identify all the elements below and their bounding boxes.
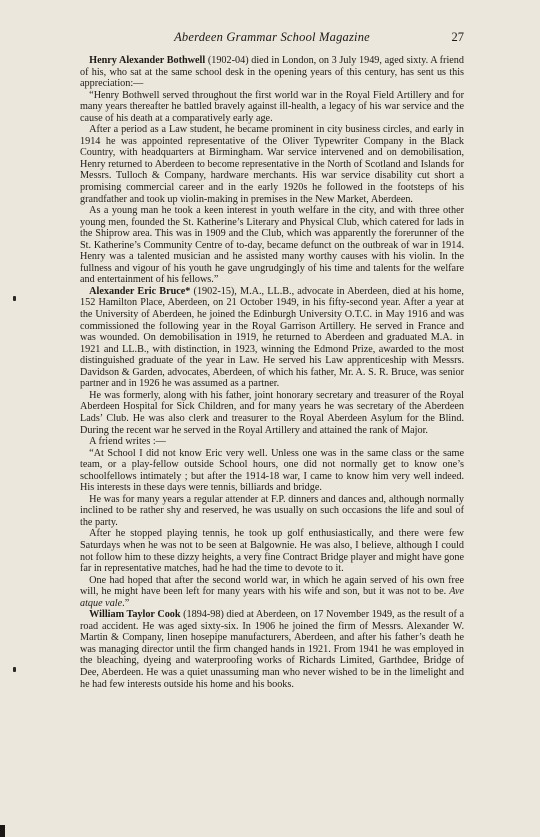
paragraph: He was formerly, along with his father, joint honorary secretary and treasurer of the Royal Aberdeen Hospital for Sick Children, and for many years he was secretary of the Aberdeen Lads’ Club. He was also clerk and treasurer to the Royal Aberdeen Asylum for the Blind. During the recent war he served in the Royal Artillery and attained the rank of Major. xyxy=(80,389,464,436)
page-number: 27 xyxy=(451,30,464,44)
paragraph-text: One had hoped that after the second world war, in which he again served of his own free will, he might have been left for many years with his wife and son, but it was not to be. xyxy=(80,574,464,598)
paragraph: He was for many years a regular attender at F.P. dinners and dances and, although normally inclined to be rather shy and reserved, he was usually on such occasions the life and soul of the party. xyxy=(80,493,464,528)
obituary-name: William Taylor Cook xyxy=(89,609,181,621)
paragraph-text: (1902-15), M.A., LL.B., advocate in Aberdeen, died at his home, 152 Hamilton Place, Aberdeen, on 21 October 1949, in his fifty-second year. After a year at the University of Aberdeen, he joined the Edinburgh University O.T.C. in May 1916 and was commissioned the following year in the Royal Garrison Artillery. He served in France and was wounded. On demobilisation in 1919, he returned to Aberdeen and graduated M.A. in 1921 and LL.B., with distinction, in 1923, winning the Edmond Prize, awarded to the most distinguished graduate of the year in Law. He served his Law apprenticeship with Messrs. Davidson & Garden, advocates, Aberdeen, of which his father, Mr. A. S. R. Bruce, was senior partner and in 1926 he was assumed as a partner. xyxy=(80,285,464,390)
paragraph: After a period as a Law student, he became prominent in city business circles, and early in 1914 he was appointed representative of the Oliver Typewriter Company in the Black Country, with headquarters at Birmingham. War service intervened and on demobilisation, Henry returned to Aberdeen to become representative in the North of Scotland and Islands for Messrs. Tulloch & Company, hardware merchants. His war service disability cut short a promising commercial career and in the early 1920s he followed in the footsteps of his grandfather and took up violin-making in premises in the New Market, Aberdeen. xyxy=(80,124,464,205)
running-head: Aberdeen Grammar School Magazine xyxy=(174,30,370,44)
latin-phrase: Ave atque vale xyxy=(80,586,464,609)
margin-mark xyxy=(13,296,16,301)
obituary-bruce xyxy=(80,286,464,390)
paragraph-text: .” xyxy=(122,597,130,609)
obituary-bothwell xyxy=(80,55,464,90)
obituary-cook xyxy=(80,609,464,690)
paragraph-text: (1902-04) died in London, on 3 July 1949, aged sixty. A friend of his, who sat at the same school desk in the opening years of this century, has sent us this appreciation:— xyxy=(80,55,464,90)
paragraph: A friend writes :— xyxy=(89,436,166,448)
scan-edge-mark xyxy=(0,825,5,837)
paragraph: After he stopped playing tennis, he took up golf enthusiastically, and there were few Saturdays when he was not to be seen at Balgownie. He was also, I believe, although I could not follow him to these dizzy heights, a very fine Contract Bridge player and might have gone far in representative matches, had he had the time to devote to it. xyxy=(80,528,464,575)
paragraph xyxy=(80,575,464,610)
paragraph: “At School I did not know Eric very well. Unless one was in the same class or the same team, or a play-fellow outside School hours, one did not normally get to know one’s schoolfellows intimately ; but after the 1914-18 war, I came to know him very well indeed. His interests in these days were tennis, billiards and bridge. xyxy=(80,447,464,494)
obituary-name: Henry Alexander Bothwell xyxy=(89,55,206,66)
article-body xyxy=(80,55,464,690)
page-header xyxy=(80,30,464,48)
paragraph: “Henry Bothwell served throughout the first world war in the Royal Field Artillery and for many years thereafter he battled bravely against ill-health, a legacy of his war service and the cause of his death at a comparatively early age. xyxy=(80,89,464,124)
paragraph-text: (1894-98) died at Aberdeen, on 17 November 1949, as the result of a road accident. He was aged sixty-six. In 1906 he joined the firm of Messrs. Alexander W. Martin & Company, linen hosepipe manufacturers, Aberdeen, and after his father’s death he was managing director until the firm changed hands in 1921. From 1941 he was employed in the bleaching, dyeing and waterproofing works of Richards Limited, Garthdee, Bridge of Dee, Aberdeen. He was a quiet unassuming man who never wished to be in the limelight and he had few interests outside his home and his books. xyxy=(80,609,464,690)
paragraph: As a young man he took a keen interest in youth welfare in the city, and with three other young men, founded the St. Katherine’s Literary and Physical Club, which catered for lads in the Shiprow area. This was in 1909 and the Club, which was apparently the forerunner of the St. Katherine’s Community Centre of to-day, became defunct on the outbreak of war in 1914. Henry was a talented musician and he assisted many worthy causes with his violin. In the fullness and vigour of his youth he gave ungrudgingly of his time and talents for the welfare and entertainment of his fellows.” xyxy=(80,205,464,286)
obituary-name: Alexander Eric Bruce* xyxy=(89,285,191,297)
margin-mark xyxy=(13,667,16,672)
